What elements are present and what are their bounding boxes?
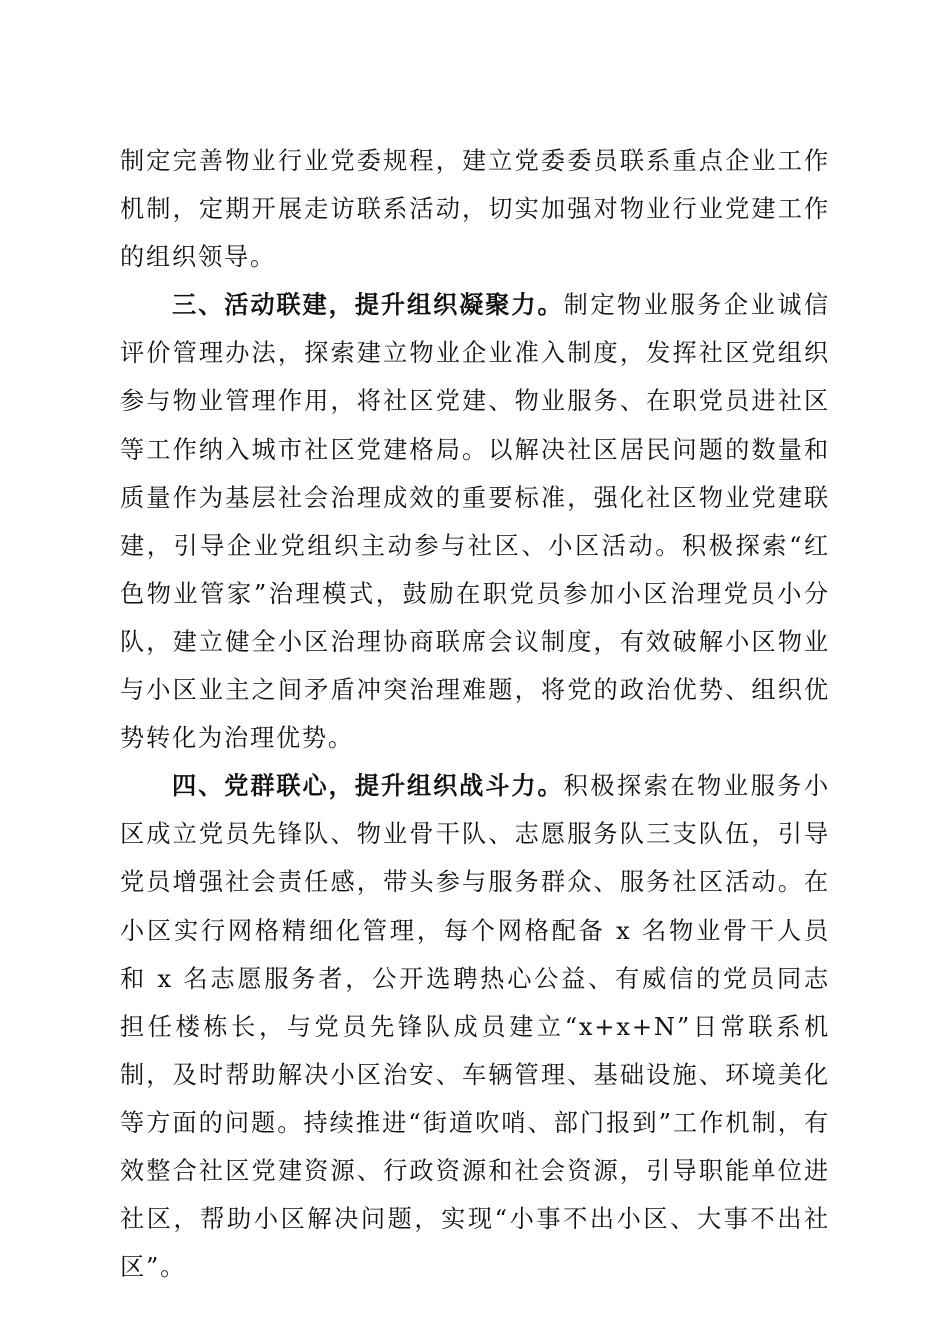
paragraph-activity-joint-building <box>120 281 830 762</box>
section-heading-3: 三、活动联建，提升组织凝聚力。 <box>172 291 564 320</box>
paragraph-text: 制定完善物业行业党委规程，建立党委委员联系重点企业工作机制，定期开展走访联系活动，切实加强对物业行业党建工作的组织领导。 <box>120 147 830 272</box>
section-heading-4: 四、党群联心，提升组织战斗力。 <box>172 772 564 801</box>
paragraph-party-mass-unity <box>120 762 830 1291</box>
paragraph-text: 制定物业服务企业诚信评价管理办法，探索建立物业企业准入制度，发挥社区党组织参与物业管理作用，将社区党建、物业服务、在职党员进社区等工作纳入城市社区党建格局。以解决社区居民问题的数量和质量作为基层社会治理成效的重要标准，强化社区物业党建联建，引导企业党组织主动参与社区、小区活动。积极探索“红色物业管家”治理模式，鼓励在职党员参加小区治理党员小分队，建立健全小区治理协商联席会议制度，有效破解小区物业与小区业主之间矛盾冲突治理难题，将党的政治优势、组织优势转化为治理优势。 <box>120 291 830 753</box>
paragraph-text: 积极探索在物业服务小区成立党员先锋队、物业骨干队、志愿服务队三支队伍，引导党员增强社会责任感，带头参与服务群众、服务社区活动。在小区实行网格精细化管理，每个网格配备 x 名物业骨干人员和 x 名志愿服务者，公开选聘热心公益、有威信的党员同志担任楼栋长，与党员先锋队成员建立“x+x+N”日常联系机制，及时帮助解决小区治安、车辆管理、基础设施、环境美化等方面的问题。持续推进“街道吹哨、部门报到”工作机制，有效整合社区党建资源、行政资源和社会资源，引导职能单位进社区，帮助小区解决问题，实现“小事不出小区、大事不出社区”。 <box>120 772 830 1282</box>
document-body <box>120 137 830 1291</box>
paragraph-continuation <box>120 137 830 281</box>
